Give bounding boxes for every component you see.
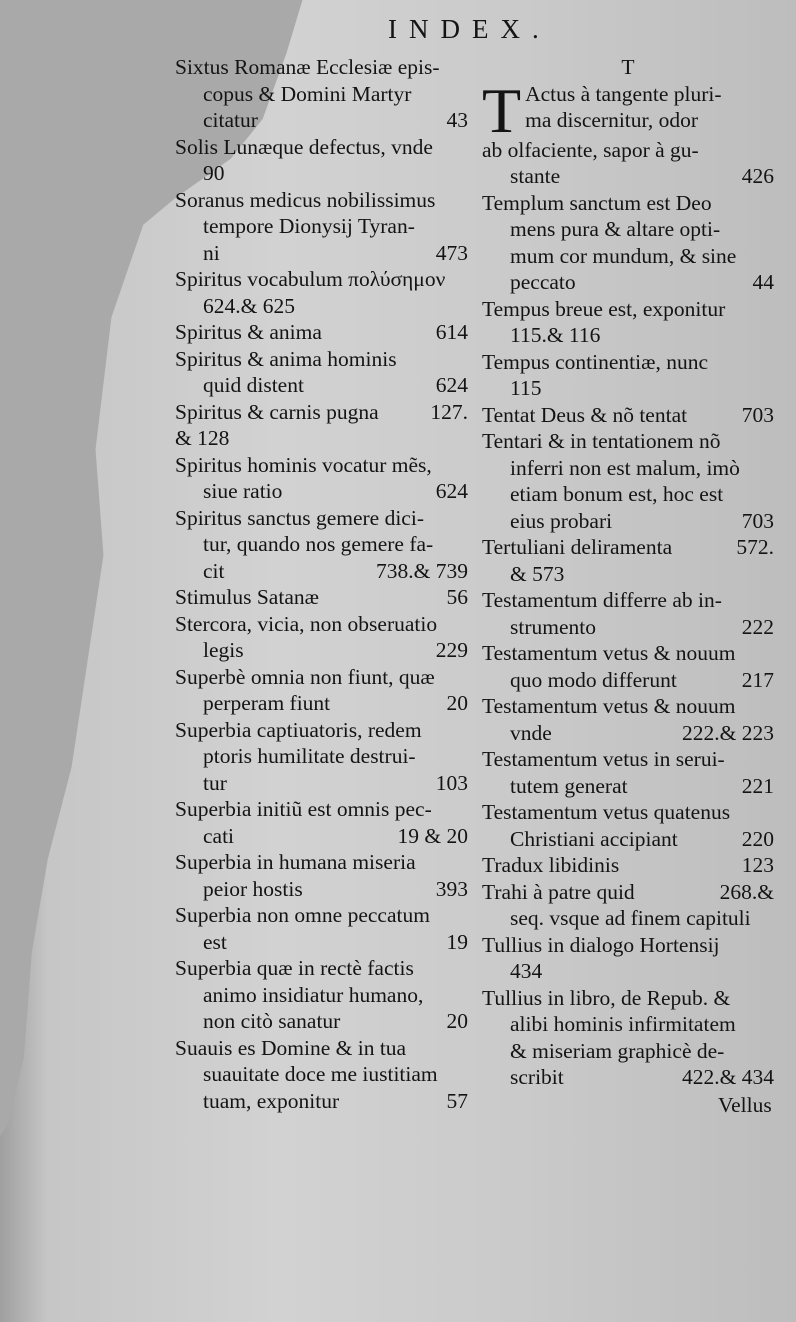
- index-entry: [175, 849, 468, 902]
- entry-line: [482, 190, 774, 217]
- entry-text: Spiritus & carnis pugna: [175, 399, 379, 424]
- entry-text: ab olfaciente, sapor à gu-: [482, 137, 699, 162]
- entry-text: est: [203, 929, 227, 954]
- entry-text: Superbia initiũ est omnis pec-: [175, 797, 432, 821]
- entry-line: [175, 982, 468, 1009]
- entry-line: [482, 773, 774, 800]
- entry-text: Testamentum vetus in serui-: [482, 747, 725, 771]
- entry-line: [175, 81, 468, 108]
- entry-line: [482, 508, 774, 535]
- entry-line: [482, 667, 774, 694]
- entry-text: 115: [510, 376, 542, 400]
- page-number: 103: [435, 770, 468, 795]
- entry-text: stante: [510, 164, 561, 188]
- entry-text: & 128: [175, 426, 230, 450]
- entry-line: [175, 293, 468, 320]
- entry-line: [482, 322, 774, 349]
- entry-line: [482, 852, 774, 879]
- entry-line: [175, 187, 468, 214]
- index-entry: [482, 74, 774, 190]
- entry-line: [175, 452, 468, 479]
- entry-text: Superbia in humana miseria: [175, 850, 416, 874]
- entry-line: [175, 690, 468, 717]
- entry-line: [175, 770, 468, 797]
- entry-text: scribit: [510, 1065, 564, 1089]
- page-number: 221: [741, 773, 774, 798]
- index-entry: [175, 425, 468, 452]
- page-number: 738.& 739: [376, 558, 468, 583]
- entry-text: Soranus medicus nobilissimus: [175, 187, 436, 212]
- page-number: 56: [446, 585, 468, 609]
- entry-text: Tullius in libro, de Repub. &: [482, 985, 731, 1010]
- index-entry: [175, 399, 468, 426]
- entry-text: Tempus continentiæ, nunc: [482, 349, 709, 374]
- index-entry: [482, 428, 774, 534]
- page-number: 624: [435, 479, 468, 503]
- index-entry: [175, 584, 468, 611]
- index-entry: [482, 640, 774, 693]
- entry-line: [482, 402, 774, 429]
- index-entry: [482, 879, 774, 932]
- entry-line: [482, 693, 774, 720]
- entry-text: tuam, exponitur: [203, 1088, 340, 1113]
- entry-line: [175, 1035, 468, 1062]
- entry-line: [482, 958, 774, 985]
- entry-text: Sixtus Romanæ Ecclesiæ epis-: [175, 55, 440, 79]
- entry-line: [482, 163, 774, 190]
- index-entry: [175, 955, 468, 1035]
- entry-text: Testamentum differre ab in-: [482, 588, 722, 612]
- entry-text: peccato: [510, 270, 576, 294]
- index-entry: [175, 452, 468, 505]
- entry-text: Tempus breue est, exponitur: [482, 296, 726, 321]
- entry-line: [175, 902, 468, 929]
- entry-line: [482, 296, 774, 323]
- entry-text: eius probari: [510, 508, 613, 533]
- page-number: 703: [741, 508, 774, 533]
- entry-text: Tentari & in tentationem nõ: [482, 429, 721, 453]
- index-entry: [175, 902, 468, 955]
- entry-line: [482, 137, 774, 164]
- entry-text: Stimulus Satanæ: [175, 585, 319, 609]
- entry-text: Actus à tangente pluri-: [525, 81, 722, 106]
- entry-line: [175, 319, 468, 346]
- entry-line: [482, 799, 774, 826]
- entry-text: suauitate doce me iustitiam: [203, 1062, 438, 1086]
- entry-text: Superbia quæ in rectè factis: [175, 956, 414, 980]
- entry-text: etiam bonum est, hoc est: [510, 482, 724, 506]
- entry-line: [482, 640, 774, 667]
- entry-line: [175, 54, 468, 81]
- entry-text: 115.& 116: [510, 323, 601, 347]
- page-number: 44: [752, 270, 774, 294]
- entry-line: [482, 985, 774, 1012]
- entry-line: [175, 637, 468, 664]
- entry-text: Tentat Deus & nõ tentat: [482, 402, 688, 427]
- entry-text: animo insidiatur humano,: [203, 982, 424, 1007]
- page-number: 426: [741, 164, 774, 188]
- entry-line: [482, 455, 774, 482]
- entry-text: Christiani accipiant: [510, 826, 678, 851]
- entry-line: [175, 107, 468, 134]
- entry-text: peior hostis: [203, 876, 303, 901]
- entry-text: tur: [203, 770, 227, 795]
- page-number: 20: [446, 691, 468, 715]
- entry-text: quid distent: [203, 373, 304, 397]
- entry-line: [175, 717, 468, 744]
- entry-line: [482, 1064, 774, 1091]
- page-number: 422.& 434: [682, 1065, 774, 1089]
- entry-text: alibi hominis infirmitatem: [510, 1012, 736, 1036]
- entry-line: [175, 796, 468, 823]
- entry-line: [175, 584, 468, 611]
- index-column-left: [175, 54, 468, 1114]
- entry-line: [175, 1088, 468, 1115]
- page-number: 222: [741, 614, 774, 639]
- entry-line: [482, 216, 774, 243]
- entry-text: siue ratio: [203, 479, 283, 503]
- entry-line: [175, 955, 468, 982]
- entry-line: [175, 266, 468, 293]
- page-number: 393: [435, 876, 468, 901]
- entry-text: Testamentum vetus & nouum: [482, 694, 736, 718]
- index-column-right: [482, 54, 774, 1091]
- entry-line: [482, 587, 774, 614]
- entry-text: tempore Dionysij Tyran-: [203, 214, 415, 238]
- page-number: 20: [446, 1009, 468, 1033]
- entry-line: [175, 346, 468, 373]
- entry-text: Solis Lunæque defectus, vnde: [175, 134, 433, 159]
- entry-line: [482, 534, 774, 561]
- entry-line: [525, 81, 774, 108]
- entry-line: [175, 611, 468, 638]
- entry-line: [175, 664, 468, 691]
- entry-line: [175, 1061, 468, 1088]
- entry-line: [175, 425, 468, 452]
- entry-text: seq. vsque ad finem capituli: [510, 906, 751, 930]
- entry-line: [175, 558, 468, 585]
- entry-text: quo modo differunt: [510, 667, 677, 692]
- index-entry: [482, 296, 774, 349]
- page-title: INDEX.: [388, 14, 551, 44]
- index-entry: [482, 349, 774, 402]
- page-number: 229: [435, 638, 468, 662]
- entry-text: vnde: [510, 720, 552, 745]
- entry-line: [175, 849, 468, 876]
- entry-line: [175, 876, 468, 903]
- entry-text: Superbia non omne peccatum: [175, 903, 430, 927]
- index-entry: [482, 985, 774, 1091]
- entry-line: [482, 561, 774, 588]
- entry-text: Testamentum vetus & nouum: [482, 641, 736, 665]
- entry-line: [175, 505, 468, 532]
- entry-text: & miseriam graphicè de-: [510, 1038, 725, 1063]
- entry-line: [175, 1008, 468, 1035]
- entry-line: [482, 879, 774, 906]
- page-number: 19: [446, 929, 468, 954]
- index-entry: [482, 852, 774, 879]
- page-number: 614: [435, 320, 468, 344]
- index-entry: [482, 746, 774, 799]
- entry-line: [175, 929, 468, 956]
- entry-line: [175, 160, 468, 187]
- entry-text: mens pura & altare opti-: [510, 217, 721, 241]
- page-number: 473: [435, 240, 468, 265]
- index-entry: [175, 664, 468, 717]
- entry-text: non citò sanatur: [203, 1009, 341, 1033]
- entry-text: cit: [203, 558, 225, 583]
- entry-line: [175, 134, 468, 161]
- entry-text: Suauis es Domine & in tua: [175, 1035, 407, 1060]
- index-entry: [482, 587, 774, 640]
- page-number: 222.& 223: [682, 720, 774, 745]
- entry-text: Templum sanctum est Deo: [482, 190, 712, 215]
- entry-line: [482, 269, 774, 296]
- page-number: 268.&: [719, 879, 774, 904]
- entry-text: Superbia captiuatoris, redem: [175, 717, 422, 742]
- entry-text: inferri non est malum, imò: [510, 455, 740, 480]
- entry-text: citatur: [203, 108, 258, 132]
- entry-text: Tertuliani deliramenta: [482, 535, 673, 559]
- page-number: 703: [741, 402, 774, 427]
- entry-text: tur, quando nos gemere fa-: [203, 532, 434, 556]
- entry-line: [482, 1038, 774, 1065]
- entry-text: Tullius in dialogo Hortensij: [482, 932, 720, 957]
- entry-line: [175, 213, 468, 240]
- page-number: 57: [446, 1088, 468, 1113]
- page-number: 127.: [430, 399, 468, 424]
- entry-line: [175, 478, 468, 505]
- entry-text: copus & Domini Martyr: [203, 81, 412, 106]
- entry-line: [175, 743, 468, 770]
- entry-text: ma discernitur, odor: [525, 108, 698, 132]
- index-entry: [482, 932, 774, 985]
- entry-text: Tradux libidinis: [482, 853, 620, 877]
- entry-text: legis: [203, 638, 244, 662]
- catchword: Vellus: [718, 1093, 772, 1117]
- entry-line: [482, 1011, 774, 1038]
- index-entry: [175, 54, 468, 134]
- entry-line: [482, 481, 774, 508]
- index-entry: [175, 611, 468, 664]
- entry-text: mum cor mundum, & sine: [510, 243, 737, 268]
- entry-text: cati: [203, 823, 235, 848]
- page-number: 220: [741, 826, 774, 851]
- entry-line: [482, 375, 774, 402]
- entry-text: ptoris humilitate destrui-: [203, 744, 416, 768]
- entry-line: [175, 399, 468, 426]
- index-entry: [175, 187, 468, 267]
- index-entry: [175, 1035, 468, 1115]
- index-entry: [175, 505, 468, 585]
- index-entry: [482, 190, 774, 296]
- entry-text: Spiritus vocabulum πολύσημον: [175, 267, 446, 291]
- index-entry: [175, 134, 468, 187]
- entry-text: strumento: [510, 614, 596, 639]
- entry-text: Stercora, vicia, non obseruatio: [175, 611, 438, 636]
- index-entry: [175, 717, 468, 797]
- index-entry: [482, 693, 774, 746]
- page-number: 43: [446, 108, 468, 132]
- page-number: 624: [435, 373, 468, 397]
- entry-text: Superbè omnia non fiunt, quæ: [175, 664, 435, 689]
- index-entry: [175, 319, 468, 346]
- entry-text: Spiritus sanctus gemere dici-: [175, 505, 424, 530]
- entry-text: Trahi à patre quid: [482, 879, 635, 904]
- entry-text: Spiritus & anima hominis: [175, 346, 397, 371]
- entry-text: perperam fiunt: [203, 691, 331, 715]
- entry-text: 434: [510, 959, 543, 983]
- entry-text: & 573: [510, 561, 565, 586]
- entry-line: [482, 614, 774, 641]
- index-entry: [175, 266, 468, 319]
- index-entry: [175, 346, 468, 399]
- entry-text: 624.& 625: [203, 293, 295, 318]
- entry-line: [482, 826, 774, 853]
- entry-line: [175, 372, 468, 399]
- page-number: 217: [741, 667, 774, 692]
- entry-line: [482, 349, 774, 376]
- index-entries-right: [482, 190, 774, 1091]
- entry-text: Spiritus hominis vocatur mẽs,: [175, 452, 432, 477]
- entry-line: [482, 243, 774, 270]
- index-entry: [482, 799, 774, 852]
- index-entry: [482, 534, 774, 587]
- index-entry: [482, 402, 774, 429]
- page-number: 572.: [736, 535, 774, 559]
- drop-cap: T: [482, 74, 522, 146]
- entry-line: [482, 932, 774, 959]
- entry-text: 90: [203, 161, 225, 185]
- entry-line: [482, 720, 774, 747]
- entry-line: [175, 240, 468, 267]
- entry-line: [482, 428, 774, 455]
- entry-text: ni: [203, 240, 220, 265]
- entry-line: [482, 905, 774, 932]
- section-letter: T: [621, 55, 635, 79]
- page-number: 123: [741, 853, 774, 877]
- index-entry: [175, 796, 468, 849]
- entry-text: Testamentum vetus quatenus: [482, 800, 731, 824]
- entry-line: [175, 531, 468, 558]
- entry-line: [525, 107, 774, 134]
- entry-line: [482, 746, 774, 773]
- page-number: 19 & 20: [397, 823, 468, 848]
- entry-text: Spiritus & anima: [175, 320, 322, 344]
- entry-line: [175, 823, 468, 850]
- entry-text: tutem generat: [510, 773, 628, 798]
